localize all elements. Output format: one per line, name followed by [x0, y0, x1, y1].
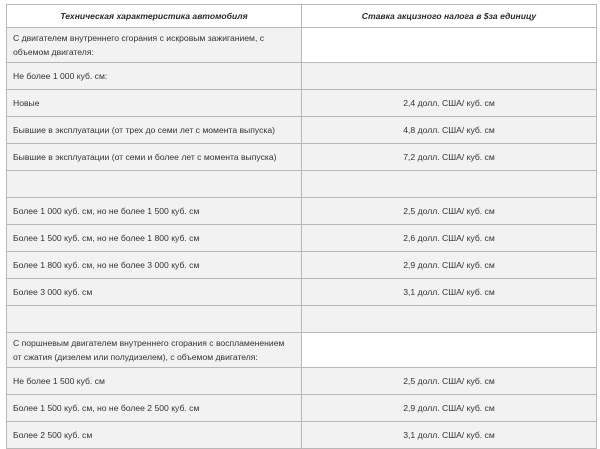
row-value	[302, 28, 597, 63]
table-row	[7, 225, 597, 252]
row-label: Более 3 000 куб. см	[7, 279, 302, 306]
table-header-row	[7, 5, 597, 28]
row-label: С поршневым двигателем внутреннего сгорания с воспламенением от сжатия (дизелем или полудизелем), с объемом двигателя:	[7, 333, 302, 368]
row-value	[302, 333, 597, 368]
row-value: 3,1 долл. США/ куб. см	[302, 422, 597, 449]
table-row	[7, 117, 597, 144]
row-value: 2,6 долл. США/ куб. см	[302, 225, 597, 252]
row-value	[302, 306, 597, 333]
row-value	[302, 63, 597, 90]
row-value: 3,1 долл. США/ куб. см	[302, 279, 597, 306]
row-label: Бывшие в эксплуатации (от трех до семи лет с момента выпуска)	[7, 117, 302, 144]
row-value: 2,5 долл. США/ куб. см	[302, 198, 597, 225]
table-row	[7, 368, 597, 395]
table-row-spacer	[7, 306, 597, 333]
row-value: 2,4 долл. США/ куб. см	[302, 90, 597, 117]
row-value	[302, 171, 597, 198]
row-label: Новые	[7, 90, 302, 117]
row-label: Более 1 500 куб. см, но не более 2 500 куб. см	[7, 395, 302, 422]
table-row	[7, 333, 597, 368]
excise-tax-table	[6, 4, 597, 449]
row-label: Бывшие в эксплуатации (от семи и более лет с момента выпуска)	[7, 144, 302, 171]
row-label: Более 2 500 куб. см	[7, 422, 302, 449]
table-row	[7, 252, 597, 279]
row-label: Более 1 500 куб. см, но не более 1 800 куб. см	[7, 225, 302, 252]
table-row	[7, 28, 597, 63]
header-rate: Ставка акцизного налога в $за единицу	[302, 5, 597, 28]
row-value: 2,9 долл. США/ куб. см	[302, 252, 597, 279]
row-value: 4,8 долл. США/ куб. см	[302, 117, 597, 144]
row-label: Не более 1 000 куб. см:	[7, 63, 302, 90]
row-label	[7, 171, 302, 198]
table-row-spacer	[7, 171, 597, 198]
row-value: 2,5 долл. США/ куб. см	[302, 368, 597, 395]
table-row	[7, 90, 597, 117]
header-characteristic: Техническая характеристика автомобиля	[7, 5, 302, 28]
table-row	[7, 198, 597, 225]
row-value: 2,9 долл. США/ куб. см	[302, 395, 597, 422]
table-row	[7, 144, 597, 171]
table-row	[7, 279, 597, 306]
row-label: Более 1 000 куб. см, но не более 1 500 куб. см	[7, 198, 302, 225]
table-row	[7, 422, 597, 449]
row-label: Не более 1 500 куб. см	[7, 368, 302, 395]
row-label	[7, 306, 302, 333]
row-label: Более 1 800 куб. см, но не более 3 000 куб. см	[7, 252, 302, 279]
table-row	[7, 63, 597, 90]
table-row	[7, 395, 597, 422]
row-value: 7,2 долл. США/ куб. см	[302, 144, 597, 171]
row-label: С двигателем внутреннего сгорания с искровым зажиганием, с объемом двигателя:	[7, 28, 302, 63]
